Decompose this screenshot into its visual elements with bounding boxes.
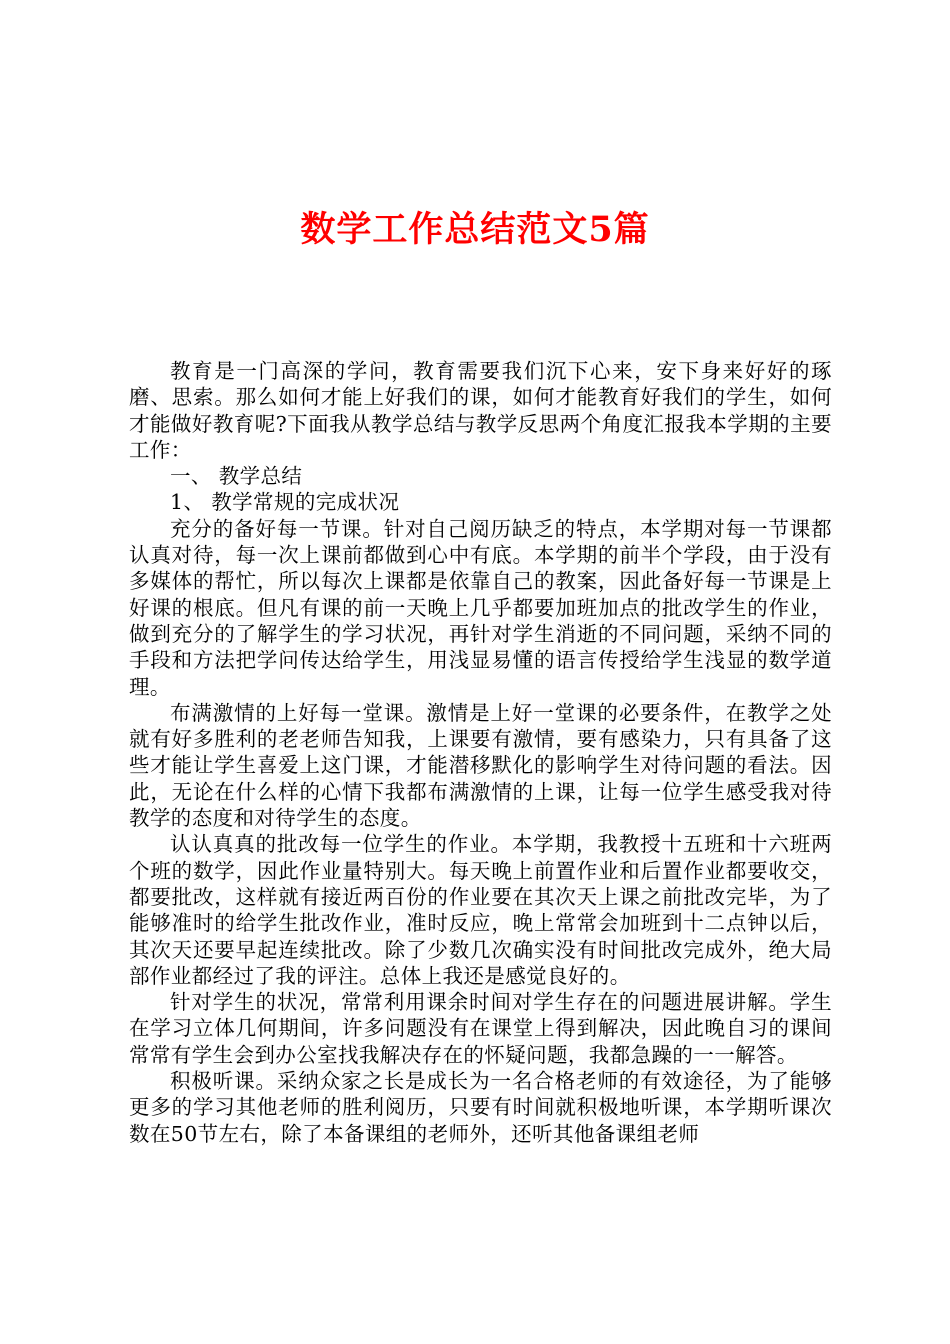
- body-paragraph: 认认真真的批改每一位学生的作业。本学期，我教授十五班和十六班两个班的数学，因此作业量特别大。每天晚上前置作业和后置作业都要收交，都要批改，这样就有接近两百份的作业要在其次天上课之前批改完毕，为了能够准时的给学生批改作业，准时反应，晚上常常会加班到十二点钟以后，其次天还要早起连续批改。除了少数几次确实没有时间批改完成外，绝大局部作业都经过了我的评注。总体上我还是感觉良好的。: [129, 832, 832, 988]
- body-paragraph: 充分的备好每一节课。针对自己阅历缺乏的特点，本学期对每一节课都认真对待，每一次上课前都做到心中有底。本学期的前半个学段，由于没有多媒体的帮忙，所以每次上课都是依靠自己的教案，因此备好每一节课是上好课的根底。但凡有课的前一天晚上几乎都要加班加点的批改学生的作业，做到充分的了解学生的学习状况，再针对学生消逝的不同问题，采纳不同的手段和方法把学问传达给学生，用浅显易懂的语言传授给学生浅显的数学道理。: [129, 516, 832, 699]
- intro-paragraph: 教育是一门高深的学问，教育需要我们沉下心来，安下身来好好的琢磨、思索。那么如何才能上好我们的课，如何才能教育好我们的学生，如何才能做好教育呢?下面我从教学总结与教学反思两个角度汇报我本学期的主要工作：: [129, 359, 832, 462]
- document-body: [129, 358, 832, 1147]
- document-title: 数学工作总结范文5篇: [300, 209, 650, 250]
- subsection-heading: 1、 教学常规的完成状况: [170, 490, 400, 515]
- body-paragraph: 布满激情的上好每一堂课。激情是上好一堂课的必要条件，在教学之处就有好多胜利的老老师告知我，上课要有激情，要有感染力，只有具备了这些才能让学生喜爱上这门课，才能潜移默化的影响学生对待问题的看法。因此，无论在什么样的心情下我都布满激情的上课，让每一位学生感受我对待教学的态度和对待学生的态度。: [129, 700, 832, 831]
- body-paragraph: 积极听课。采纳众家之长是成长为一名合格老师的有效途径，为了能够更多的学习其他老师的胜利阅历，只要有时间就积极地听课，本学期听课次数在50节左右，除了本备课组的老师外，还听其他备课组老师: [129, 1069, 832, 1146]
- section-heading: 一、 教学总结: [170, 464, 303, 489]
- body-paragraph: 针对学生的状况，常常利用课余时间对学生存在的问题进展讲解。学生在学习立体几何期间，许多问题没有在课堂上得到解决，因此晚自习的课间常常有学生会到办公室找我解决存在的怀疑问题，我都急躁的一一解答。: [129, 990, 832, 1067]
